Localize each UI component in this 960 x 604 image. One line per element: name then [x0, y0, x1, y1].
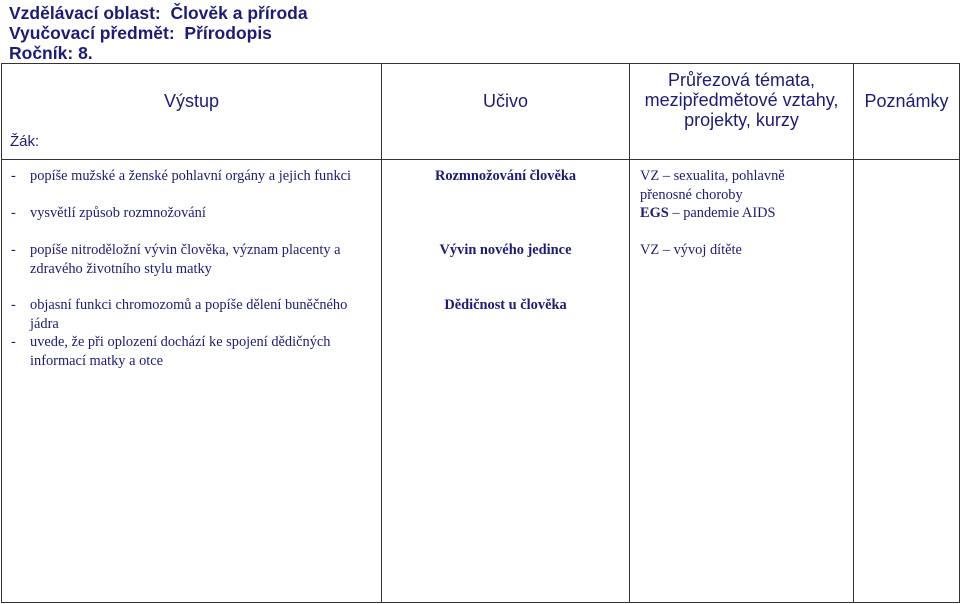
- grade-label: Ročník:: [9, 43, 74, 63]
- header-vystup: [2, 64, 382, 160]
- topic-title: Rozmnožování člověka: [434, 168, 577, 184]
- area-line: [9, 3, 308, 23]
- output-dash: -: [11, 168, 16, 184]
- output-item: [11, 333, 376, 370]
- output-item: [11, 296, 376, 333]
- poznamky-cell: [854, 160, 960, 603]
- vystup-cell: [2, 160, 382, 603]
- table-header-row: [2, 64, 960, 160]
- cross-code: VZ: [640, 242, 660, 258]
- subject-value: Přírodopis: [184, 23, 272, 43]
- grade-value: 8.: [78, 43, 93, 63]
- output-text: uvede, že při oplození dochází ke spojení dědičných informací matky a otce: [30, 334, 331, 369]
- cross-text: pandemie AIDS: [683, 205, 776, 221]
- vystup-heading: Výstup: [163, 91, 220, 111]
- cross-topic-item: VZ – vývoj dítěte: [640, 242, 742, 258]
- cross-code: EGS: [640, 205, 669, 221]
- ucivo-cell: [382, 160, 630, 603]
- output-item: [11, 204, 376, 223]
- header-ucivo: [382, 64, 630, 160]
- subject-label: Vyučovací předmět:: [9, 23, 175, 43]
- output-dash: -: [11, 334, 16, 350]
- cross-code: VZ: [640, 168, 660, 184]
- header-poznamky: [854, 64, 960, 160]
- output-text: objasní funkci chromozomů a popíše dělení buněčného jádra: [30, 297, 348, 332]
- output-dash: -: [11, 205, 16, 221]
- cross-topic-item: EGS – pandemie AIDS: [640, 205, 776, 221]
- poznamky-heading: Poznámky: [864, 91, 949, 111]
- curriculum-table: [1, 63, 960, 603]
- zak-label: Žák:: [10, 133, 40, 150]
- grade-line: [9, 43, 93, 63]
- output-dash: -: [11, 297, 16, 313]
- output-text: vysvětlí způsob rozmnožování: [30, 205, 206, 221]
- output-dash: -: [11, 242, 16, 258]
- prurezova-cell: [630, 160, 854, 603]
- prurezova-heading-line2: mezipředmětové vztahy,: [644, 90, 839, 110]
- cross-text: vývoj dítěte: [673, 242, 742, 258]
- cross-text: sexualita, pohlavně přenosné choroby: [640, 168, 785, 203]
- subject-line: [9, 23, 272, 43]
- prurezova-heading-line3: projekty, kurzy: [684, 110, 799, 130]
- output-text: popíše nitroděložní vývin člověka, význam placenty a zdravého životního stylu matky: [30, 242, 341, 277]
- area-value: Člověk a příroda: [170, 3, 308, 23]
- ucivo-heading: Učivo: [482, 91, 528, 111]
- prurezova-heading: [630, 70, 853, 130]
- output-item: [11, 167, 376, 186]
- table-body-row: [2, 160, 960, 603]
- cross-topic-item: VZ – sexualita, pohlavně přenosné choroby: [640, 168, 785, 203]
- output-item: [11, 241, 376, 278]
- header-prurezova: [630, 64, 854, 160]
- prurezova-heading-line1: Průřezová témata,: [667, 70, 816, 90]
- output-text: popíše mužské a ženské pohlavní orgány a jejich funkci: [30, 168, 352, 184]
- topic-title: Dědičnost u člověka: [444, 297, 567, 313]
- topic-title: Vývin nového jedince: [439, 242, 572, 258]
- area-label: Vzdělávací oblast:: [9, 3, 161, 23]
